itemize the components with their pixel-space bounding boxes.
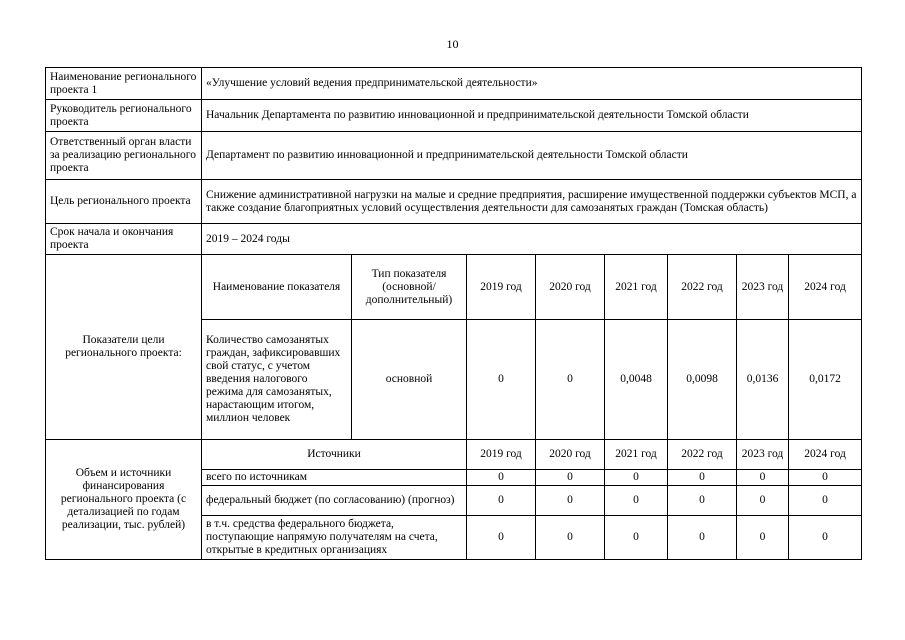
passport-row-term bbox=[46, 224, 862, 255]
financing-value-2019: 0 bbox=[467, 470, 536, 486]
indicator-value-2021: 0,0048 bbox=[605, 320, 668, 440]
financing-value-2024: 0 bbox=[789, 470, 862, 486]
financing-value-2022: 0 bbox=[668, 470, 737, 486]
financing-source: федеральный бюджет (по согласованию) (прогноз) bbox=[202, 486, 467, 516]
financing-value-2020: 0 bbox=[536, 486, 605, 516]
indicator-value-2024: 0,0172 bbox=[789, 320, 862, 440]
passport-row-name bbox=[46, 68, 862, 100]
col-header-2022: 2022 год bbox=[668, 255, 737, 320]
col-header-indicator-type: Тип показателя (основной/ дополнительный) bbox=[352, 255, 467, 320]
passport-row-authority bbox=[46, 132, 862, 180]
passport-label: Срок начала и окончания проекта bbox=[46, 224, 202, 255]
indicator-value-2020: 0 bbox=[536, 320, 605, 440]
col-header-2021: 2021 год bbox=[605, 440, 668, 470]
col-header-indicator-name: Наименование показателя bbox=[202, 255, 352, 320]
financing-value-2021: 0 bbox=[605, 470, 668, 486]
passport-value: Начальник Департамента по развитию инновационной и предпринимательской деятельности Томской области bbox=[202, 100, 862, 132]
financing-section-label: Объем и источники финансирования регионального проекта (с детализацией по годам реализации, тыс. рублей) bbox=[46, 440, 202, 560]
passport-label: Цель регионального проекта bbox=[46, 180, 202, 224]
financing-value-2022: 0 bbox=[668, 516, 737, 560]
passport-row-goal bbox=[46, 180, 862, 224]
col-header-2023: 2023 год bbox=[737, 255, 789, 320]
passport-label: Ответственный орган власти за реализацию регионального проекта bbox=[46, 132, 202, 180]
financing-value-2019: 0 bbox=[467, 486, 536, 516]
financing-value-2020: 0 bbox=[536, 470, 605, 486]
col-header-2019: 2019 год bbox=[467, 255, 536, 320]
project-passport-table bbox=[45, 67, 862, 560]
financing-header-row bbox=[46, 440, 862, 470]
passport-row-head bbox=[46, 100, 862, 132]
financing-value-2023: 0 bbox=[737, 470, 789, 486]
financing-value-2020: 0 bbox=[536, 516, 605, 560]
financing-source: всего по источникам bbox=[202, 470, 467, 486]
financing-value-2022: 0 bbox=[668, 486, 737, 516]
indicator-type: основной bbox=[352, 320, 467, 440]
financing-value-2019: 0 bbox=[467, 516, 536, 560]
passport-value: Департамент по развитию инновационной и предпринимательской деятельности Томской области bbox=[202, 132, 862, 180]
indicator-value-2023: 0,0136 bbox=[737, 320, 789, 440]
col-header-2020: 2020 год bbox=[536, 440, 605, 470]
col-header-2023: 2023 год bbox=[737, 440, 789, 470]
col-header-2022: 2022 год bbox=[668, 440, 737, 470]
indicator-value-2019: 0 bbox=[467, 320, 536, 440]
indicators-header-row bbox=[46, 255, 862, 320]
financing-value-2024: 0 bbox=[789, 516, 862, 560]
passport-value: 2019 – 2024 годы bbox=[202, 224, 862, 255]
col-header-2020: 2020 год bbox=[536, 255, 605, 320]
col-header-2019: 2019 год bbox=[467, 440, 536, 470]
financing-source: в т.ч. средства федерального бюджета, поступающие напрямую получателям на счета, открытые в кредитных организациях bbox=[202, 516, 467, 560]
page-number: 10 bbox=[446, 37, 459, 51]
passport-value: Снижение административной нагрузки на малые и средние предприятия, расширение имущественной поддержки субъектов МСП, а также создание благоприятных условий осуществления деятельности для самозанятых граждан (Томская область) bbox=[202, 180, 862, 224]
passport-label: Наименование регионального проекта 1 bbox=[46, 68, 202, 100]
financing-value-2024: 0 bbox=[789, 486, 862, 516]
indicators-section-label: Показатели цели регионального проекта: bbox=[46, 255, 202, 440]
indicator-name: Количество самозанятых граждан, зафиксировавших свой статус, с учетом введения налогового режима для самозанятых, нарастающим итогом, миллион человек bbox=[202, 320, 352, 440]
indicator-value-2022: 0,0098 bbox=[668, 320, 737, 440]
financing-value-2021: 0 bbox=[605, 486, 668, 516]
col-header-sources: Источники bbox=[202, 440, 467, 470]
financing-value-2023: 0 bbox=[737, 486, 789, 516]
financing-value-2021: 0 bbox=[605, 516, 668, 560]
passport-label: Руководитель регионального проекта bbox=[46, 100, 202, 132]
col-header-2021: 2021 год bbox=[605, 255, 668, 320]
col-header-2024: 2024 год bbox=[789, 440, 862, 470]
col-header-2024: 2024 год bbox=[789, 255, 862, 320]
passport-value: «Улучшение условий ведения предпринимательской деятельности» bbox=[202, 68, 862, 100]
financing-value-2023: 0 bbox=[737, 516, 789, 560]
